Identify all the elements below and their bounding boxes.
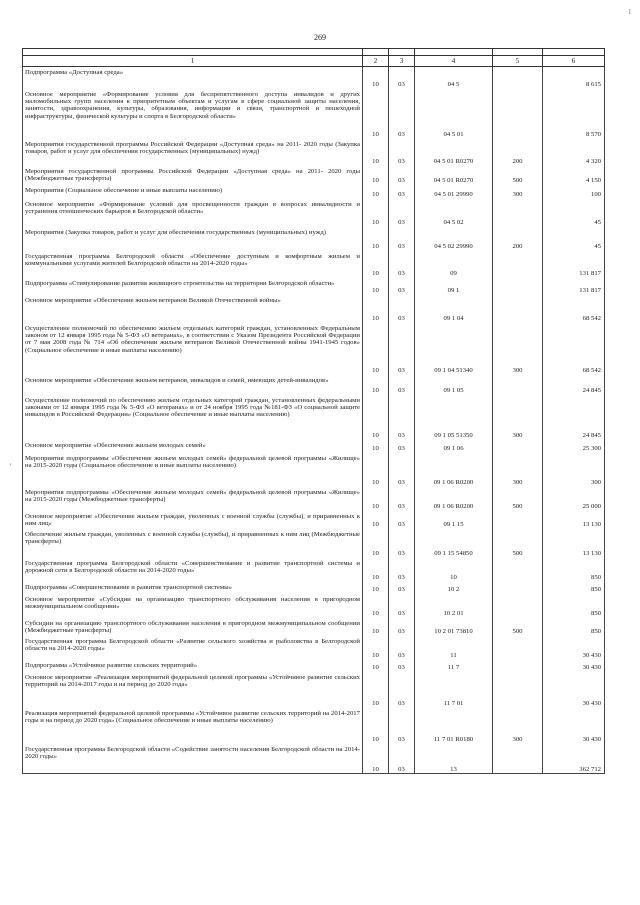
row-name: Подпрограмма «Совершенствование и развитие транспортной системы» bbox=[23, 582, 363, 594]
table-row bbox=[23, 660, 605, 672]
row-target-item-code: 10 2 01 bbox=[415, 594, 493, 618]
row-name: Реализация мероприятий федеральной целевой программы «Устойчивое развитие сельских территорий на 2014-2017 годы и на период до 2020 года» (Социальное обеспечение и иные выплаты населению) bbox=[23, 708, 363, 744]
row-amount: 25 300 bbox=[543, 440, 605, 453]
row-amount: 131 817 bbox=[543, 251, 605, 278]
header-col-1: 1 bbox=[23, 56, 363, 67]
row-expense-type-code: 500 bbox=[493, 166, 543, 185]
table-row bbox=[23, 227, 605, 251]
row-amount: 68 542 bbox=[543, 295, 605, 323]
margin-tick: ' bbox=[10, 462, 12, 471]
row-subsection-code: 03 bbox=[389, 744, 415, 774]
row-expense-type-code bbox=[493, 199, 543, 227]
row-target-item-code: 04 5 01 29990 bbox=[415, 185, 493, 199]
row-section-code: 10 bbox=[363, 440, 389, 453]
row-expense-type-code: 200 bbox=[493, 227, 543, 251]
row-amount: 30 430 bbox=[543, 660, 605, 672]
row-expense-type-code: 300 bbox=[493, 453, 543, 487]
row-amount: 100 bbox=[543, 185, 605, 199]
row-target-item-code: 04 5 01 R0270 bbox=[415, 166, 493, 185]
row-section-code: 10 bbox=[363, 511, 389, 529]
row-amount: 300 bbox=[543, 453, 605, 487]
row-expense-type-code: 500 bbox=[493, 529, 543, 558]
row-target-item-code: 11 7 01 R0180 bbox=[415, 708, 493, 744]
row-target-item-code: 09 1 06 R0200 bbox=[415, 453, 493, 487]
row-amount: 131 817 bbox=[543, 278, 605, 295]
row-section-code: 10 bbox=[363, 139, 389, 166]
table-row bbox=[23, 185, 605, 199]
row-name: Осуществление полномочий по обеспечению жильем отдельных категорий граждан, установленных федеральными законами от 12 января 1995 года № 5-ФЗ «О ветеранах» и от 24 ноября 1995 года №181-ФЗ «О социальной защите инвалидов в Российской Федерации» (Социальное обеспечение и иные выплаты населению) bbox=[23, 395, 363, 440]
row-expense-type-code bbox=[493, 744, 543, 774]
table-row bbox=[23, 278, 605, 295]
table-body bbox=[23, 67, 605, 774]
row-section-code: 10 bbox=[363, 487, 389, 511]
row-section-code: 10 bbox=[363, 323, 389, 375]
row-subsection-code: 03 bbox=[389, 511, 415, 529]
row-subsection-code: 03 bbox=[389, 558, 415, 582]
row-subsection-code: 03 bbox=[389, 487, 415, 511]
row-section-code: 10 bbox=[363, 529, 389, 558]
row-expense-type-code: 200 bbox=[493, 139, 543, 166]
row-name: Обеспечение жильем граждан, уволенных с военной службы (службы), и приравненных к ним лиц (Межбюджетные трансферты) bbox=[23, 529, 363, 558]
row-amount: 850 bbox=[543, 594, 605, 618]
table-row bbox=[23, 440, 605, 453]
row-subsection-code: 03 bbox=[389, 278, 415, 295]
row-expense-type-code bbox=[493, 594, 543, 618]
row-target-item-code: 09 1 bbox=[415, 278, 493, 295]
row-expense-type-code bbox=[493, 672, 543, 708]
row-amount: 68 542 bbox=[543, 323, 605, 375]
row-name: Основное мероприятие «Реализация мероприятий федеральной целевой программы «Устойчивое развитие сельских территорий на 2014-2017 годы и на период до 2020 года» bbox=[23, 672, 363, 708]
table-row bbox=[23, 323, 605, 375]
row-target-item-code: 10 bbox=[415, 558, 493, 582]
row-subsection-code: 03 bbox=[389, 594, 415, 618]
row-name: Осуществление полномочий по обеспечению жильем отдельных категорий граждан, установленных Федеральным законом от 12 января 1995 года № 5-ФЗ «О ветеранах», в соответствии с Указом Президента Российской Федерации от 7 мая 2008 года № 714 «Об обеспечении жильем ветеранов Великой Отечественной войны 1941-1945 годов» (Социальное обеспечение и иные выплаты населению) bbox=[23, 323, 363, 375]
row-name: Мероприятия (Закупка товаров, работ и услуг для обеспечения государственных (муниципальных) нужд) bbox=[23, 227, 363, 251]
row-section-code: 10 bbox=[363, 278, 389, 295]
row-subsection-code: 03 bbox=[389, 440, 415, 453]
row-amount: 24 845 bbox=[543, 375, 605, 395]
table-row bbox=[23, 295, 605, 323]
row-section-code: 10 bbox=[363, 199, 389, 227]
row-subsection-code: 03 bbox=[389, 453, 415, 487]
row-name: Мероприятия подпрограммы «Обеспечение жильем молодых семей» федеральной целевой программы «Жилище» на 2015-2020 годы (Межбюджетные трансферты) bbox=[23, 487, 363, 511]
row-target-item-code: 09 1 04 51340 bbox=[415, 323, 493, 375]
row-expense-type-code: 300 bbox=[493, 708, 543, 744]
row-subsection-code: 03 bbox=[389, 660, 415, 672]
header-col-2: 2 bbox=[363, 56, 389, 67]
row-amount: 8 615 bbox=[543, 67, 605, 89]
row-name: Основное мероприятие «Формирование условий для просвещенности граждан в вопросах инвалидности и устранения отношенческих барьеров в Белгородской области» bbox=[23, 199, 363, 227]
row-target-item-code: 09 1 04 bbox=[415, 295, 493, 323]
row-section-code: 10 bbox=[363, 67, 389, 89]
row-amount: 45 bbox=[543, 199, 605, 227]
header-col-5: 5 bbox=[493, 56, 543, 67]
table-row bbox=[23, 487, 605, 511]
row-subsection-code: 03 bbox=[389, 636, 415, 660]
row-name: Мероприятия подпрограммы «Обеспечение жильем молодых семей» федеральной целевой программы «Жилище» на 2015-2020 годы (Социальное обеспечение и иные выплаты населению) bbox=[23, 453, 363, 487]
row-target-item-code: 09 1 05 bbox=[415, 375, 493, 395]
row-subsection-code: 03 bbox=[389, 251, 415, 278]
table-row bbox=[23, 636, 605, 660]
row-expense-type-code bbox=[493, 251, 543, 278]
row-section-code: 10 bbox=[363, 594, 389, 618]
row-name: Государственная программа Белгородской области «Развитие сельского хозяйства и рыболовства в Белгородской области на 2014-2020 годы» bbox=[23, 636, 363, 660]
row-subsection-code: 03 bbox=[389, 375, 415, 395]
row-subsection-code: 03 bbox=[389, 89, 415, 139]
row-amount: 4 320 bbox=[543, 139, 605, 166]
row-expense-type-code bbox=[493, 582, 543, 594]
table-row bbox=[23, 594, 605, 618]
row-amount: 30 430 bbox=[543, 708, 605, 744]
row-target-item-code: 09 1 06 bbox=[415, 440, 493, 453]
row-subsection-code: 03 bbox=[389, 166, 415, 185]
row-subsection-code: 03 bbox=[389, 185, 415, 199]
header-col-3: 3 bbox=[389, 56, 415, 67]
table-row bbox=[23, 672, 605, 708]
row-subsection-code: 03 bbox=[389, 67, 415, 89]
row-amount: 13 130 bbox=[543, 511, 605, 529]
row-expense-type-code bbox=[493, 636, 543, 660]
row-name: Подпрограмма «Устойчивое развитие сельских территорий» bbox=[23, 660, 363, 672]
row-name: Подпрограмма «Стимулирование развития жилищного строительства на территории Белгородской области» bbox=[23, 278, 363, 295]
row-section-code: 10 bbox=[363, 708, 389, 744]
row-name: Подпрограмма «Доступная среда» bbox=[23, 67, 363, 89]
row-subsection-code: 03 bbox=[389, 618, 415, 636]
row-expense-type-code bbox=[493, 278, 543, 295]
budget-table-container bbox=[22, 48, 604, 888]
row-subsection-code: 03 bbox=[389, 395, 415, 440]
row-expense-type-code: 500 bbox=[493, 487, 543, 511]
budget-table bbox=[22, 48, 605, 774]
row-target-item-code: 09 bbox=[415, 251, 493, 278]
table-row bbox=[23, 582, 605, 594]
row-section-code: 10 bbox=[363, 185, 389, 199]
row-section-code: 10 bbox=[363, 89, 389, 139]
row-expense-type-code bbox=[493, 511, 543, 529]
table-row bbox=[23, 558, 605, 582]
table-row bbox=[23, 67, 605, 89]
table-row bbox=[23, 166, 605, 185]
header-col-4: 4 bbox=[415, 56, 493, 67]
row-section-code: 10 bbox=[363, 558, 389, 582]
row-target-item-code: 10 2 01 73810 bbox=[415, 618, 493, 636]
table-row bbox=[23, 139, 605, 166]
row-section-code: 10 bbox=[363, 375, 389, 395]
row-section-code: 10 bbox=[363, 618, 389, 636]
row-amount: 362 712 bbox=[543, 744, 605, 774]
row-name: Субсидии на организацию транспортного обслуживания населения в пригородном межмуниципальном сообщении (Межбюджетные трансферты) bbox=[23, 618, 363, 636]
row-section-code: 10 bbox=[363, 395, 389, 440]
row-name: Мероприятия государственной программы Российской Федерации «Доступная среда» на 2011- 2020 годы (Межбюджетные трансферты) bbox=[23, 166, 363, 185]
row-target-item-code: 13 bbox=[415, 744, 493, 774]
row-amount: 30 430 bbox=[543, 636, 605, 660]
corner-mark: 1 bbox=[628, 8, 632, 16]
row-target-item-code: 04 5 02 bbox=[415, 199, 493, 227]
table-row bbox=[23, 375, 605, 395]
row-target-item-code: 11 7 bbox=[415, 660, 493, 672]
table-row bbox=[23, 453, 605, 487]
row-amount: 13 130 bbox=[543, 529, 605, 558]
row-subsection-code: 03 bbox=[389, 672, 415, 708]
row-amount: 8 570 bbox=[543, 89, 605, 139]
row-name: Основное мероприятие «Обеспечение жильем ветеранов Великой Отечественной войны» bbox=[23, 295, 363, 323]
row-expense-type-code bbox=[493, 295, 543, 323]
row-amount: 45 bbox=[543, 227, 605, 251]
row-target-item-code: 09 1 15 bbox=[415, 511, 493, 529]
row-target-item-code: 04 5 bbox=[415, 67, 493, 89]
table-row bbox=[23, 89, 605, 139]
row-expense-type-code: 300 bbox=[493, 185, 543, 199]
row-subsection-code: 03 bbox=[389, 582, 415, 594]
row-section-code: 10 bbox=[363, 744, 389, 774]
row-expense-type-code: 500 bbox=[493, 618, 543, 636]
row-expense-type-code bbox=[493, 558, 543, 582]
row-name: Основное мероприятие «Обеспечение жильем молодых семей» bbox=[23, 440, 363, 453]
row-subsection-code: 03 bbox=[389, 529, 415, 558]
row-amount: 30 430 bbox=[543, 672, 605, 708]
table-row bbox=[23, 199, 605, 227]
row-expense-type-code: 300 bbox=[493, 395, 543, 440]
row-name: Основное мероприятие «Формирование условия для беспрепятственного доступа инвалидов и других маломобильных групп населения к приоритетным объектам и услугам в сфере социальной защиты населения, занятости, здравоохранения, культуры, образования, информации и связи, транспортной и пешеходной инфраструктуры, физической культуры и спорта в Белгородской области» bbox=[23, 89, 363, 139]
row-amount: 24 845 bbox=[543, 395, 605, 440]
table-row bbox=[23, 529, 605, 558]
row-subsection-code: 03 bbox=[389, 708, 415, 744]
row-target-item-code: 04 5 02 29990 bbox=[415, 227, 493, 251]
row-name: Основное мероприятие «Субсидии на организацию транспортного обслуживания населения в пригородном межмуниципальном сообщении» bbox=[23, 594, 363, 618]
row-section-code: 10 bbox=[363, 672, 389, 708]
row-expense-type-code: 300 bbox=[493, 323, 543, 375]
row-section-code: 10 bbox=[363, 582, 389, 594]
table-row bbox=[23, 251, 605, 278]
row-name: Государственная программа Белгородской области «Совершенствование и развитие транспортной системы и дорожной сети в Белгородской области на 2014-2020 годы» bbox=[23, 558, 363, 582]
row-subsection-code: 03 bbox=[389, 323, 415, 375]
row-target-item-code: 09 1 15 54850 bbox=[415, 529, 493, 558]
row-expense-type-code bbox=[493, 440, 543, 453]
row-amount: 25 000 bbox=[543, 487, 605, 511]
row-subsection-code: 03 bbox=[389, 199, 415, 227]
row-subsection-code: 03 bbox=[389, 139, 415, 166]
table-row bbox=[23, 618, 605, 636]
table-row bbox=[23, 511, 605, 529]
row-section-code: 10 bbox=[363, 636, 389, 660]
row-section-code: 10 bbox=[363, 166, 389, 185]
row-name: Мероприятия (Социальное обеспечение и иные выплаты населению) bbox=[23, 185, 363, 199]
row-target-item-code: 10 2 bbox=[415, 582, 493, 594]
row-expense-type-code bbox=[493, 660, 543, 672]
table-row bbox=[23, 708, 605, 744]
row-amount: 850 bbox=[543, 618, 605, 636]
row-target-item-code: 11 7 01 bbox=[415, 672, 493, 708]
row-target-item-code: 11 bbox=[415, 636, 493, 660]
row-name: Основное мероприятие «Обеспечение жильем ветеранов, инвалидов и семей, имеющих детей-инвалидов» bbox=[23, 375, 363, 395]
row-expense-type-code bbox=[493, 89, 543, 139]
row-section-code: 10 bbox=[363, 251, 389, 278]
row-subsection-code: 03 bbox=[389, 295, 415, 323]
row-section-code: 10 bbox=[363, 660, 389, 672]
row-section-code: 10 bbox=[363, 453, 389, 487]
row-target-item-code: 04 5 01 bbox=[415, 89, 493, 139]
header-col-6: 6 bbox=[543, 56, 605, 67]
row-subsection-code: 03 bbox=[389, 227, 415, 251]
table-row bbox=[23, 744, 605, 774]
row-expense-type-code bbox=[493, 67, 543, 89]
row-name: Основное мероприятие «Обеспечение жильем граждан, уволенных с военной службы (службы), и приравненных к ним лиц» bbox=[23, 511, 363, 529]
row-amount: 4 150 bbox=[543, 166, 605, 185]
table-row bbox=[23, 395, 605, 440]
row-target-item-code: 09 1 05 51350 bbox=[415, 395, 493, 440]
row-expense-type-code bbox=[493, 375, 543, 395]
row-name: Государственная программа Белгородской области «Обеспечение доступным и комфортным жильем и коммунальными услугами жителей Белгородской области на 2014-2020 годы» bbox=[23, 251, 363, 278]
row-section-code: 10 bbox=[363, 295, 389, 323]
table-header bbox=[23, 49, 605, 67]
row-section-code: 10 bbox=[363, 227, 389, 251]
row-amount: 850 bbox=[543, 558, 605, 582]
row-amount: 850 bbox=[543, 582, 605, 594]
row-target-item-code: 04 5 01 R0270 bbox=[415, 139, 493, 166]
row-target-item-code: 09 1 06 R0200 bbox=[415, 487, 493, 511]
row-name: Государственная программа Белгородской области «Содействие занятости населения Белгородской области на 2014-2020 годы» bbox=[23, 744, 363, 774]
row-name: Мероприятия государственной программы Российской Федерации «Доступная среда» на 2011- 2020 годы (Закупка товаров, работ и услуг для обеспечения государственных (муниципальных) нужд) bbox=[23, 139, 363, 166]
page-number: 269 bbox=[314, 33, 326, 42]
